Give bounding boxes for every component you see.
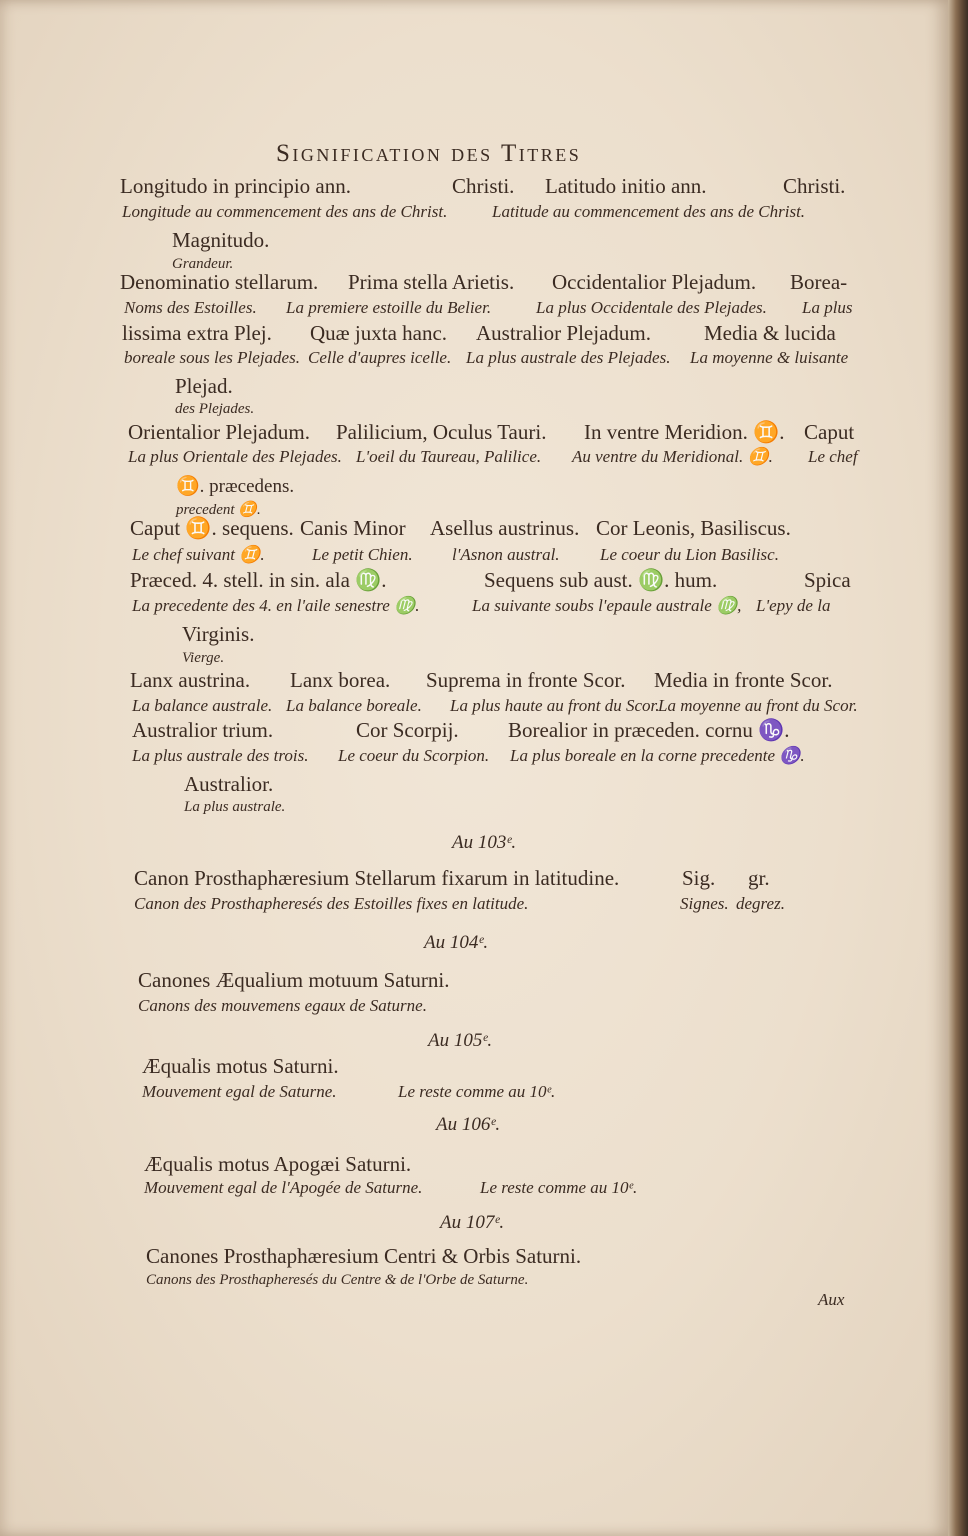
french-translation: Au ventre du Meridional. ♊. [572,447,773,466]
latin-heading: Denominatio stellarum. [120,270,319,294]
latin-heading: Latitudo initio ann. [545,174,707,198]
latin-heading: Præced. 4. stell. in sin. ala ♍. [130,568,387,592]
latin-heading: Media in fronte Scor. [654,668,833,692]
french-translation: Noms des Estoilles. [124,298,257,317]
latin-heading: Prima stella Arietis. [348,270,515,294]
latin-heading: Borea- [790,270,848,294]
latin-heading: Lanx borea. [290,668,391,692]
french-translation: Mouvement egal de l'Apogée de Saturne. [144,1178,423,1197]
latin-line: Canones Æqualium motuum Saturni. [138,968,450,992]
latin-line [132,718,872,744]
latin-heading: Sig. [682,866,716,890]
french-translation: La moyenne au front du Scor. [658,696,858,715]
latin-heading: Christi. [452,174,515,198]
french-translation: La balance australe. [132,696,273,715]
french-translation: Le chef suivant ♊. [132,545,265,564]
latin-line: Æqualis motus Saturni. [142,1054,339,1078]
french-line [134,894,874,916]
french-translation: boreale sous les Plejades. [124,348,300,367]
latin-heading: In ventre Meridion. ♊. [584,420,785,444]
french-line [124,298,864,320]
latin-heading: Quæ juxta hanc. [310,321,448,345]
latin-line [128,420,888,446]
french-translation: Le coeur du Lion Basilisc. [600,545,779,564]
latin-line: Plejad. [175,374,233,398]
french-line: Canons des Prosthapheresés du Centre & de l'Orbe de Saturne. [146,1272,529,1288]
french-line [132,545,872,567]
french-translation: La balance boreale. [286,696,422,715]
latin-heading: Cor Scorpij. [356,718,459,742]
french-translation: Le chef [808,447,858,466]
french-translation: La suivante soubs l'epaule australe ♍, [472,596,742,615]
french-line: des Plejades. [175,401,255,417]
latin-line: Canones Prosthaphæresium Centri & Orbis Saturni. [146,1244,582,1268]
french-translation: La plus haute au front du Scor. [450,696,660,715]
latin-heading: Australior trium. [132,718,274,742]
latin-heading: Canon Prosthaphæresium Stellarum fixarum in latitudine. [134,866,620,890]
french-translation: La plus boreale en la corne precedente ♑. [510,746,805,765]
french-line [124,348,864,370]
latin-line [120,270,880,296]
latin-line [130,568,870,594]
latin-heading: Cor Leonis, Basiliscus. [596,516,791,540]
french-translation: Signes. [680,894,729,913]
french-translation: Le petit Chien. [312,545,413,564]
latin-line [120,174,880,200]
french-line [122,202,882,224]
catchword: Aux [818,1290,845,1309]
latin-heading: Longitudo in principio ann. [120,174,351,198]
latin-heading: Asellus austrinus. [430,516,580,540]
latin-heading: Orientalior Plejadum. [128,420,310,444]
latin-heading: Christi. [783,174,846,198]
french-line [132,696,877,718]
french-translation: L'oeil du Taureau, Palilice. [356,447,542,466]
latin-line [130,516,890,542]
latin-line [130,668,890,694]
french-translation: La plus australe des trois. [132,746,309,765]
latin-heading: Media & lucida [704,321,836,345]
latin-heading: gr. [748,866,770,890]
latin-line [122,321,882,347]
latin-heading: lissima extra Plej. [122,321,272,345]
latin-line: Magnitudo. [172,228,270,252]
french-translation: L'epy de la [756,596,831,615]
latin-line: Australior. [184,772,274,796]
latin-heading: Suprema in fronte Scor. [426,668,626,692]
french-translation: Canon des Prosthapheresés des Estoilles fixes en latitude. [134,894,529,913]
section-heading: Au 103ᵉ. [452,832,517,853]
french-translation: degrez. [736,894,785,913]
french-translation: Mouvement egal de Saturne. [142,1082,337,1101]
latin-heading: Spica [804,568,851,592]
french-translation: La precedente des 4. en l'aile senestre ♍. [132,596,420,615]
french-line [144,1178,864,1200]
latin-heading: Australior Plejadum. [476,321,651,345]
latin-heading: Sequens sub aust. ♍. hum. [484,568,718,592]
french-line [132,746,872,768]
french-line [128,447,868,469]
french-line: Canons des mouvemens egaux de Saturne. [138,996,427,1015]
latin-line: Æqualis motus Apogæi Saturni. [144,1152,412,1176]
french-translation: Celle d'aupres icelle. [308,348,452,367]
french-translation: La plus australe des Plejades. [466,348,671,367]
french-translation: La moyenne & luisante [690,348,849,367]
french-translation: Longitude au commencement des ans de Christ. [122,202,448,221]
latin-heading: Occidentalior Plejadum. [552,270,757,294]
latin-heading: Caput [804,420,855,444]
latin-heading: Caput ♊. sequens. [130,516,294,540]
page-title: Signification des Titres [276,140,582,167]
latin-heading: Canis Minor [300,516,406,540]
french-line: Grandeur. [172,256,234,272]
section-heading: Au 104ᵉ. [424,932,489,953]
book-edge [948,0,968,1536]
section-heading: Au 107ᵉ. [440,1212,505,1233]
french-translation: Le reste comme au 10ᵉ. [480,1178,638,1197]
latin-line [134,866,874,892]
latin-line: ♊. præcedens. [176,476,295,497]
latin-heading: Palilicium, Oculus Tauri. [336,420,547,444]
french-line: Vierge. [182,650,225,666]
french-translation: La plus [802,298,853,317]
french-translation: Le coeur du Scorpion. [338,746,490,765]
section-heading: Au 106ᵉ. [436,1114,501,1135]
section-heading: Au 105ᵉ. [428,1030,493,1051]
latin-heading: Borealior in præceden. cornu ♑. [508,718,790,742]
french-translation: La premiere estoille du Belier. [286,298,492,317]
french-translation: La plus Occidentale des Plejades. [536,298,767,317]
french-line: precedent ♊. [176,502,261,518]
french-line [142,1082,842,1104]
french-translation: Le reste comme au 10ᵉ. [398,1082,556,1101]
french-line [132,596,872,618]
latin-line: Virginis. [182,622,255,646]
french-translation: Latitude au commencement des ans de Christ. [492,202,806,221]
french-translation: La plus Orientale des Plejades. [128,447,342,466]
french-translation: l'Asnon austral. [452,545,560,564]
latin-heading: Lanx austrina. [130,668,251,692]
french-line: La plus australe. [184,799,286,815]
